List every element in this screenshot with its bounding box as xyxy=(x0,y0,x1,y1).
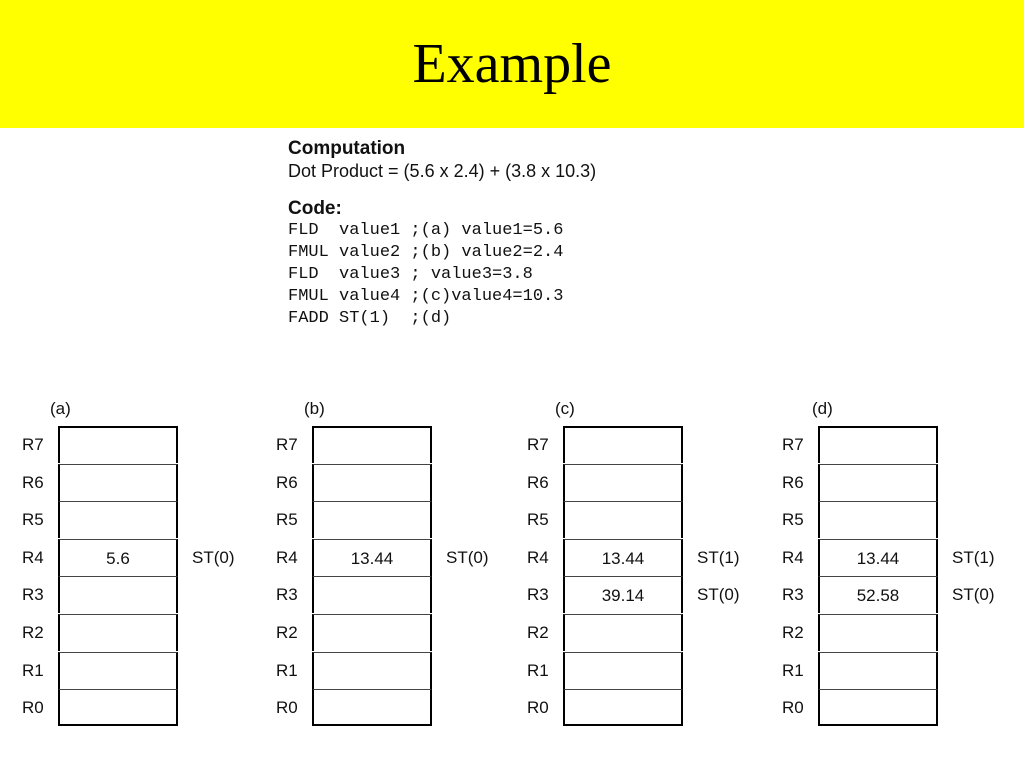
stack-caption: (a) xyxy=(50,399,71,418)
register-label: R6 xyxy=(276,472,298,492)
register-label: R4 xyxy=(527,547,549,567)
register-cell xyxy=(58,614,178,651)
register-cell xyxy=(818,614,938,651)
code-block xyxy=(288,198,596,330)
register-cell xyxy=(312,652,432,689)
register-label: R7 xyxy=(782,435,804,454)
register-label: R7 xyxy=(527,435,549,454)
register-cell xyxy=(563,426,683,463)
register-label: R1 xyxy=(782,660,804,680)
register-cell xyxy=(58,426,178,463)
register-label: R1 xyxy=(276,660,298,680)
stack-pointer-label: ST(0) xyxy=(697,585,740,605)
code-line: FLD value3 ; value3=3.8 xyxy=(288,265,533,284)
register-label: R2 xyxy=(276,623,298,642)
register-cell xyxy=(312,614,432,651)
register-label: R2 xyxy=(527,623,549,642)
register-label: R3 xyxy=(527,585,549,605)
register-cell xyxy=(58,464,178,501)
stack-pointer-label: ST(1) xyxy=(952,547,995,567)
register-label: R5 xyxy=(276,510,298,530)
stack-pointer-label: ST(0) xyxy=(952,585,995,605)
register-label: R2 xyxy=(22,623,44,642)
register-label: R6 xyxy=(782,472,804,492)
register-label: R7 xyxy=(22,435,44,454)
register-cell xyxy=(563,464,683,501)
register-cell xyxy=(563,501,683,538)
computation-heading: Computation xyxy=(288,138,406,159)
computation-formula: Dot Product = (5.6 x 2.4) + (3.8 x 10.3) xyxy=(288,161,597,181)
register-label: R5 xyxy=(22,510,44,530)
register-cell xyxy=(563,689,683,726)
register-cell xyxy=(58,652,178,689)
register-cell xyxy=(818,652,938,689)
register-label: R0 xyxy=(527,698,549,718)
title-bar xyxy=(0,0,1024,128)
register-cell xyxy=(818,689,938,726)
register-cell xyxy=(312,689,432,726)
register-cell xyxy=(818,501,938,538)
register-cell: 5.6 xyxy=(58,539,178,576)
register-cell: 13.44 xyxy=(818,539,938,576)
register-label: R4 xyxy=(22,547,44,567)
register-cell xyxy=(58,501,178,538)
register-cell xyxy=(563,652,683,689)
register-label: R5 xyxy=(782,510,804,530)
stack-pointer-label: ST(0) xyxy=(192,547,235,567)
register-cell xyxy=(58,689,178,726)
code-line: FMUL value4 ;(c)value4=10.3 xyxy=(288,287,564,306)
register-label: R6 xyxy=(22,472,44,492)
register-label: R3 xyxy=(22,585,44,605)
register-cell: 13.44 xyxy=(312,539,432,576)
register-label: R3 xyxy=(276,585,298,605)
register-label: R0 xyxy=(22,698,44,718)
register-label: R4 xyxy=(276,547,298,567)
code-line: FADD ST(1) ;(d) xyxy=(288,309,452,328)
register-cell xyxy=(312,501,432,538)
register-cell xyxy=(312,576,432,613)
code-heading: Code: xyxy=(288,198,342,219)
stack-caption: (b) xyxy=(304,399,325,418)
register-label: R4 xyxy=(782,547,804,567)
register-label: R1 xyxy=(22,660,44,680)
register-label: R6 xyxy=(527,472,549,492)
stack-pointer-label: ST(1) xyxy=(697,547,740,567)
code-line: FLD value1 ;(a) value1=5.6 xyxy=(288,221,564,240)
register-cell xyxy=(563,614,683,651)
register-cell: 39.14 xyxy=(563,576,683,613)
register-label: R2 xyxy=(782,623,804,642)
register-cell xyxy=(58,576,178,613)
register-label: R7 xyxy=(276,435,298,454)
register-cell xyxy=(312,426,432,463)
register-label: R5 xyxy=(527,510,549,530)
register-label: R0 xyxy=(782,698,804,718)
stack-caption: (d) xyxy=(812,399,833,418)
register-cell xyxy=(818,464,938,501)
register-cell xyxy=(312,464,432,501)
stack-caption: (c) xyxy=(555,399,575,418)
register-label: R0 xyxy=(276,698,298,718)
code-line: FMUL value2 ;(b) value2=2.4 xyxy=(288,243,564,262)
slide-title: Example xyxy=(412,33,612,95)
register-label: R3 xyxy=(782,585,804,605)
info-panel xyxy=(288,138,596,330)
stack-pointer-label: ST(0) xyxy=(446,547,489,567)
register-label: R1 xyxy=(527,660,549,680)
register-cell xyxy=(818,426,938,463)
register-cell: 52.58 xyxy=(818,576,938,613)
register-cell: 13.44 xyxy=(563,539,683,576)
